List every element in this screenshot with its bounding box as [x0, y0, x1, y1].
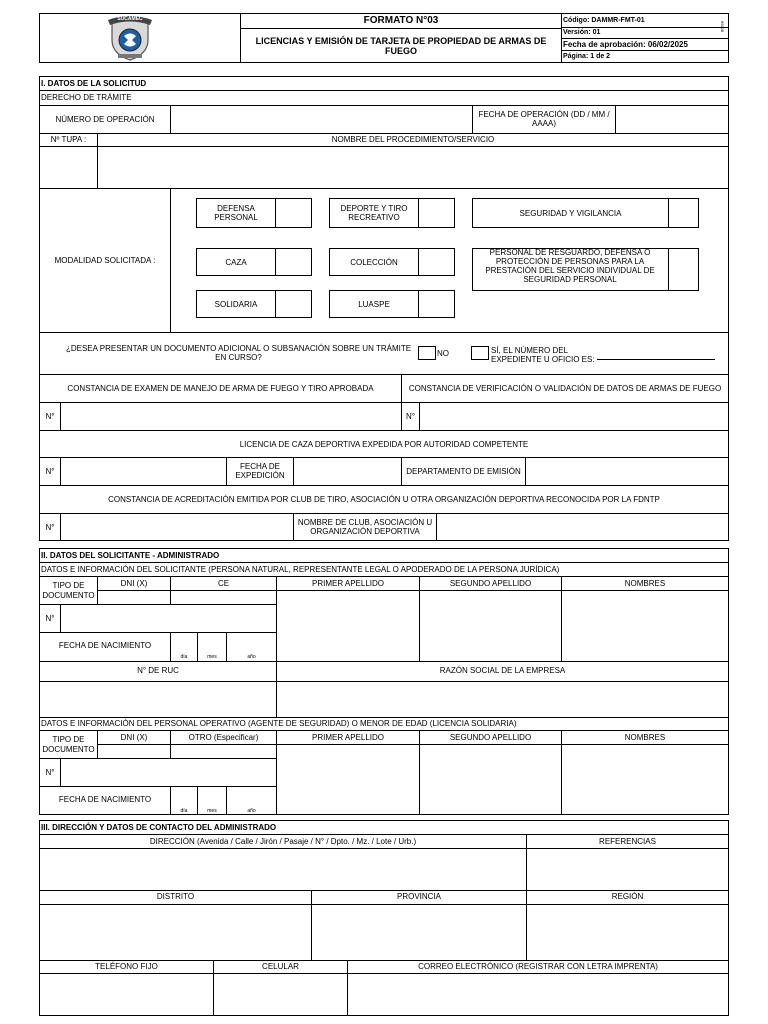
fecha-nac-2-label: FECHA DE NACIMIENTO — [58, 794, 152, 804]
tupa-label: Nº TUPA : — [50, 135, 87, 144]
constancia-verif-label: CONSTANCIA DE VERIFICACIÓN O VALIDACIÓN DE DATOS DE ARMAS DE FUEGO — [408, 383, 722, 393]
opt-caza-label: CAZA — [225, 257, 247, 267]
fecha-expedicion-label: FECHA DE EXPEDICIÓN — [235, 462, 285, 480]
constancia-examen-label: CONSTANCIA DE EXAMEN DE MANEJO DE ARMA DE FUEGO Y TIRO APROBADA — [67, 383, 374, 393]
caza-n-label: N° — [45, 466, 55, 476]
si-label: SÍ, EL NÚMERO DEL EXPEDIENTE U OFICIO ES: — [491, 346, 595, 364]
doc-n-field[interactable] — [61, 605, 276, 631]
celular-field[interactable] — [214, 974, 347, 1015]
segundo-apellido-label: SEGUNDO APELLIDO — [449, 579, 532, 588]
ce-label: CE — [217, 579, 230, 588]
mes-2-label: mes — [207, 808, 217, 814]
caza-n-field[interactable] — [61, 458, 226, 484]
constancia-club-label: CONSTANCIA DE ACREDITACIÓN EMITIDA POR CLUB DE TIRO, ASOCIACIÓN U OTRA ORGANIZACIÓN DEPORTIVA RECONOCIDA POR LA FDNTP — [108, 494, 660, 504]
depto-emision-label: DEPARTAMENTO DE EMISIÓN — [406, 466, 521, 476]
doc-page: Página: 1 de 2 — [563, 53, 611, 60]
primer-apellido-field[interactable] — [277, 591, 419, 660]
doc-n-label: N° — [45, 613, 55, 623]
ruc-label: N° DE RUC — [137, 666, 179, 675]
mes-label: mes — [207, 654, 217, 660]
num-operacion-label: NÚMERO DE OPERACIÓN — [55, 114, 155, 124]
doc-version: Versión: 01 — [563, 29, 601, 36]
direccion-label: DIRECCIÓN (Avenida / Calle / Jirón / Pasaje / N° / Dpto. / Mz. / Lote / Urb.) — [149, 837, 417, 846]
anio-2-label: año — [247, 808, 256, 814]
checkbox-no[interactable] — [418, 346, 436, 360]
telefono-field[interactable] — [40, 974, 213, 1015]
region-label: REGIÓN — [611, 892, 644, 901]
correo-label: CORREO ELECTRÓNICO (REGISTRAR CON LETRA IMPRENTA) — [418, 962, 658, 971]
opt-defensa-label: DEFENSA PERSONAL — [214, 204, 258, 222]
sucamec-logo — [104, 14, 156, 62]
correo-field[interactable] — [348, 974, 728, 1015]
region-field[interactable] — [527, 905, 728, 959]
checkbox-si[interactable] — [471, 346, 489, 360]
fecha-nac-mes[interactable] — [198, 633, 226, 653]
fecha-nac-2-dia[interactable] — [171, 787, 197, 807]
tipo-doc-2-label: TIPO DE DOCUMENTO — [42, 735, 95, 754]
depto-emision-field[interactable] — [526, 458, 728, 484]
club-n-field[interactable] — [61, 514, 293, 540]
otro-field[interactable] — [171, 745, 276, 758]
nombres-2-label: NOMBRES — [624, 733, 666, 742]
club-n-label: N° — [45, 522, 55, 532]
verif-n-field[interactable] — [420, 403, 728, 429]
fecha-expedicion-field[interactable] — [294, 458, 401, 484]
opt-coleccion-label: COLECCIÓN — [350, 257, 398, 267]
format-title: FORMATO N°03 — [363, 15, 439, 26]
opt-deporte-label: DEPORTE Y TIRO RECREATIVO — [340, 204, 408, 222]
nombres-label: NOMBRES — [624, 579, 666, 588]
celular-label: CELULAR — [262, 962, 299, 971]
doc-approval: Fecha de aprobación: 06/02/2025 — [563, 40, 688, 49]
opt-luaspe-label: LUASPE — [358, 299, 390, 309]
primer-apellido-2-field[interactable] — [277, 745, 419, 814]
verif-n-label: N° — [406, 411, 415, 421]
question-label: ¿DESEA PRESENTAR UN DOCUMENTO ADICIONAL O SUBSANACIÓN SOBRE UN TRÁMITE EN CURSO? — [65, 344, 412, 362]
razon-label: RAZÓN SOCIAL DE LA EMPRESA — [439, 666, 566, 675]
num-operacion-field[interactable] — [171, 106, 471, 132]
licencia-caza-label: LICENCIA DE CAZA DEPORTIVA EXPEDIDA POR AUTORIDAD COMPETENTE — [239, 439, 529, 449]
opt-solidaria-label: SOLIDARIA — [214, 299, 258, 309]
telefono-label: TELÉFONO FIJO — [95, 962, 158, 971]
segundo-apellido-field[interactable] — [420, 591, 561, 660]
fecha-nac-2-anio[interactable] — [227, 787, 276, 807]
provincia-field[interactable] — [312, 905, 526, 959]
doc-n-2-label: N° — [45, 767, 55, 777]
procedimiento-label: NOMBRE DEL PROCEDIMIENTO/SERVICIO — [331, 135, 495, 144]
procedimiento-field[interactable] — [98, 147, 728, 187]
segundo-apellido-2-field[interactable] — [420, 745, 561, 814]
fecha-operacion-label: FECHA DE OPERACIÓN (DD / MM / AAAA) — [478, 110, 610, 128]
primer-apellido-label: PRIMER APELLIDO — [311, 579, 385, 588]
expediente-field[interactable] — [597, 350, 715, 360]
section-3-title: III. DIRECCIÓN Y DATOS DE CONTACTO DEL ADMINISTRADO — [41, 823, 277, 832]
opt-resguardo-label: PERSONAL DE RESGUARDO, DEFENSA O PROTECCIÓN DE PERSONAS PARA LA PRESTACIÓN DEL SERVICIO INDIVIDUAL DE SEGURIDAD PERSONAL — [485, 248, 655, 284]
nombres-2-field[interactable] — [562, 745, 728, 814]
direccion-field[interactable] — [40, 849, 526, 889]
tupa-field[interactable] — [40, 147, 97, 187]
referencias-label: REFERENCIAS — [599, 837, 656, 846]
dni-2-checkbox[interactable] — [98, 745, 170, 758]
fecha-nac-anio[interactable] — [227, 633, 276, 653]
s2-sub2: DATOS E INFORMACIÓN DEL PERSONAL OPERATIVO (AGENTE DE SEGURIDAD) O MENOR DE EDAD (LICENCIA SOLIDARIA) — [41, 719, 517, 728]
examen-n-label: N° — [45, 411, 55, 421]
doc-code: Código: DAMMR-FMT-01 — [563, 17, 645, 24]
main-title: LICENCIAS Y EMISIÓN DE TARJETA DE PROPIEDAD DE ARMAS DE FUEGO — [255, 35, 547, 56]
nombre-club-label: NOMBRE DE CLUB, ASOCIACIÓN U ORGANIZACIÓN DEPORTIVA — [297, 518, 433, 536]
modalidad-label: MODALIDAD SOLICITADA : — [54, 256, 156, 265]
tipo-doc-label: TIPO DE DOCUMENTO — [42, 581, 95, 600]
dni-2-label: DNI (X) — [120, 733, 148, 742]
section-1-title: I. DATOS DE LA SOLICITUD — [41, 79, 147, 88]
no-label: NO — [437, 349, 449, 358]
ruc-field[interactable] — [40, 682, 276, 716]
razon-field[interactable] — [277, 682, 728, 716]
referencias-field[interactable] — [527, 849, 728, 889]
anio-label: año — [247, 654, 256, 660]
distrito-field[interactable] — [40, 905, 311, 959]
dia-2-label: día — [180, 808, 188, 814]
fecha-nac-dia[interactable] — [171, 633, 197, 653]
fecha-nac-2-mes[interactable] — [198, 787, 226, 807]
dia-label: día — [180, 654, 188, 660]
nombres-field[interactable] — [562, 591, 728, 660]
nombre-club-field[interactable] — [437, 514, 728, 540]
derecho-label: DERECHO DE TRÁMITE — [41, 93, 132, 102]
primer-apellido-2-label: PRIMER APELLIDO — [311, 733, 385, 742]
dni-label: DNI (X) — [120, 579, 148, 588]
doc-n-2-field[interactable] — [61, 759, 276, 785]
segundo-apellido-2-label: SEGUNDO APELLIDO — [449, 733, 532, 742]
dni-checkbox[interactable] — [98, 591, 170, 604]
ce-checkbox[interactable] — [171, 591, 276, 604]
distrito-label: DISTRITO — [156, 892, 195, 901]
fecha-nac-label: FECHA DE NACIMIENTO — [58, 640, 152, 650]
logo-text: SUCAMEC — [117, 16, 143, 22]
otro-label: OTRO (Especificar) — [188, 733, 259, 742]
section-2-title: II. DATOS DEL SOLICITANTE - ADMINISTRADO — [41, 551, 220, 560]
side-code: 69508 — [720, 21, 725, 33]
s2-sub1: DATOS E INFORMACIÓN DEL SOLICITANTE (PERSONA NATURAL, REPRESENTANTE LEGAL O APODERADO DE LA PERSONA JURÍDICA) — [41, 565, 560, 574]
opt-seguridad-label: SEGURIDAD Y VIGILANCIA — [519, 208, 622, 218]
fecha-operacion-field[interactable] — [616, 106, 728, 132]
examen-n-field[interactable] — [61, 403, 400, 429]
provincia-label: PROVINCIA — [396, 892, 441, 901]
